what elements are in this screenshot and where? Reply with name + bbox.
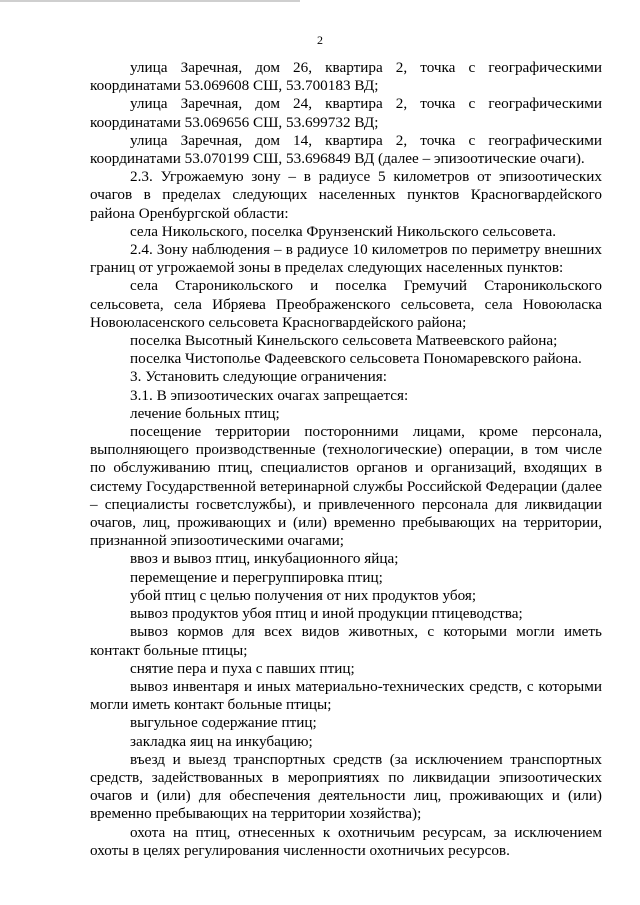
list-item-visiting-territory: посещение территории посторонними лицами, кроме персонала, выполняющего производственные (технологические) операции, в том числе по обслуживанию птиц, специалистов органов и организаций, входящих в систему Государственной ветеринарной службы Российской Федерации (далее – специалисты госветслужбы), и привлеченного персонала для ликвидации очагов, лиц, проживающих и (или) временно пребывающих на территории, признанной эпизоотическими очагами; — [90, 423, 602, 550]
paragraph-address-26: улица Заречная, дом 26, квартира 2, точка с географическими координатами 53.069608 СШ, 53.700183 ВД; — [90, 59, 602, 95]
list-item-hunting: охота на птиц, отнесенных к охотничьим ресурсам, за исключением охоты в целях регулирования численности охотничьих ресурсов. — [90, 823, 602, 859]
list-item-feathers: снятие пера и пуха с павших птиц; — [130, 659, 355, 677]
page-number: 2 — [317, 33, 323, 47]
document-body — [90, 59, 602, 860]
list-item-export-inventory: вывоз инвентаря и иных материально-технических средств, с которыми могли иметь контакт больные птицы; — [90, 677, 602, 714]
paragraph-address-14: улица Заречная, дом 14, квартира 2, точка с географическими координатами 53.070199 СШ, 53.696849 ВД (далее – эпизоотические очаги). — [90, 131, 602, 168]
list-item-import-export: ввоз и вывоз птиц, инкубационного яйца; — [130, 550, 399, 568]
paragraph-observation-zone: 2.4. Зону наблюдения – в радиусе 10 километров по периметру внешних границ от угрожаемой зоны в пределах следующих населенных пунктов: — [90, 241, 602, 277]
paragraph-observation-settlements-1: села Староникольского и поселка Гремучий Староникольского сельсовета, села Ибряева Преображенского сельсовета, села Новоюласка Новоюласенского сельсовета Красногвардейского района; — [90, 277, 602, 331]
list-item-free-range: выгульное содержание птиц; — [130, 714, 317, 732]
paragraph-observation-settlements-3: поселка Чистополье Фадеевского сельсовета Пономаревского района. — [130, 350, 582, 368]
paragraph-address-24: улица Заречная, дом 24, квартира 2, точка с географическими координатами 53.069656 СШ, 53.699732 ВД; — [90, 95, 602, 131]
list-item-slaughter: убой птиц с целью получения от них продуктов убоя; — [130, 586, 477, 604]
list-item-export-feed: вывоз кормов для всех видов животных, с которыми могли иметь контакт больные птицы; — [90, 623, 602, 659]
paragraph-threatened-zone: 2.3. Угрожаемую зону – в радиусе 5 километров от эпизоотических очагов в пределах следующих населенных пунктов Красногвардейского района Оренбургской области: — [90, 168, 602, 222]
paragraph-prohibited-heading: 3.1. В эпизоотических очагах запрещается: — [130, 386, 409, 404]
list-item-incubation: закладка яиц на инкубацию; — [130, 732, 313, 750]
list-item-export-products: вывоз продуктов убоя птиц и иной продукции птицеводства; — [130, 605, 523, 623]
paragraph-restrictions-heading: 3. Установить следующие ограничения: — [130, 368, 387, 386]
paragraph-observation-settlements-2: поселка Высотный Кинельского сельсовета Матвеевского района; — [130, 332, 558, 350]
list-item-treatment: лечение больных птиц; — [130, 404, 280, 422]
list-item-movement: перемещение и перегруппировка птиц; — [130, 568, 383, 586]
paragraph-threatened-settlements: села Никольского, поселка Фрунзенский Никольского сельсовета. — [130, 222, 557, 240]
list-item-vehicles: въезд и выезд транспортных средств (за исключением транспортных средств, задействованных в мероприятиях по ликвидации эпизоотических очагов и (или) для обеспечения деятельности лиц, проживающих и (или) временно пребывающих на территории хозяйства); — [90, 750, 602, 823]
top-divider-line — [0, 0, 300, 2]
